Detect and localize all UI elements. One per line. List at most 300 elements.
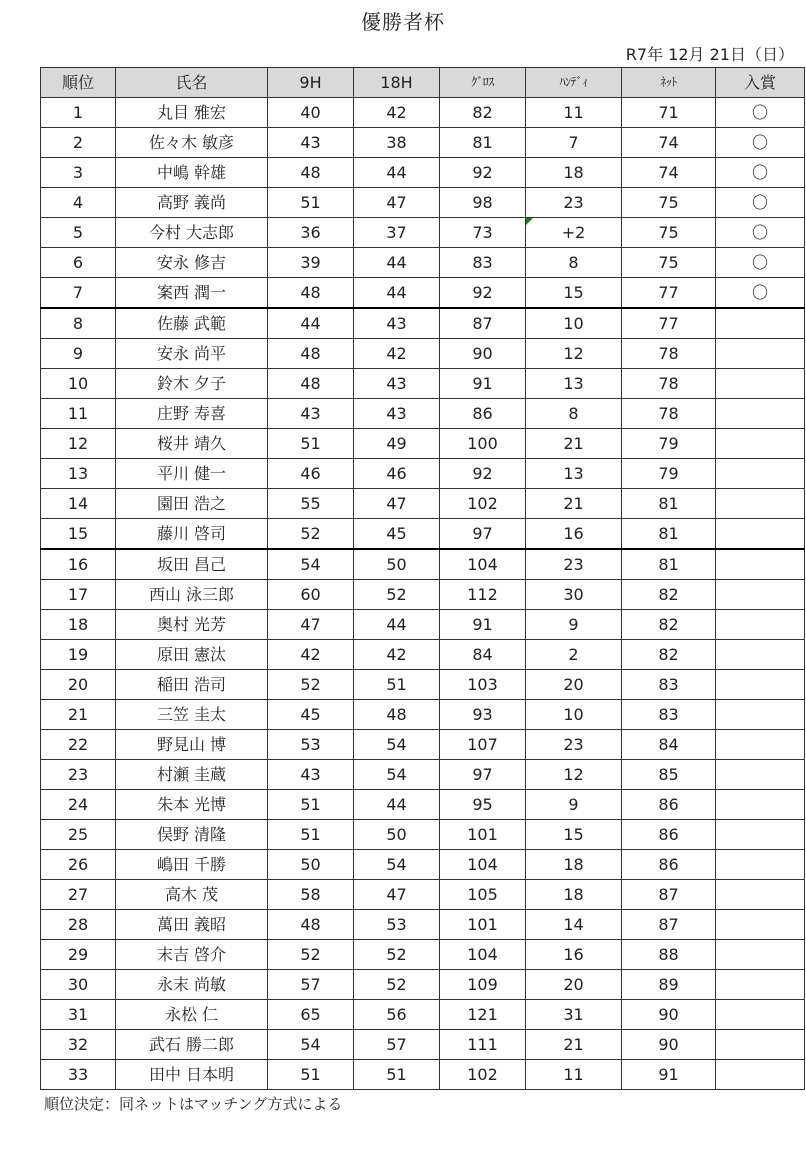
cell-gross: 90 [440, 339, 526, 369]
cell-prize [716, 1030, 805, 1060]
cell-rank: 8 [41, 308, 116, 339]
footnote: 順位決定：同ネットはマッチング方式による [44, 1095, 343, 1113]
cell-h18: 47 [354, 188, 440, 218]
cell-name: 萬田 義昭 [116, 910, 268, 940]
cell-name: 田中 日本明 [116, 1060, 268, 1090]
cell-h18: 50 [354, 549, 440, 580]
comment-marker-icon[interactable] [526, 218, 533, 225]
cell-h18: 47 [354, 880, 440, 910]
cell-name: 園田 浩之 [116, 489, 268, 519]
cell-handicap: 13 [526, 369, 622, 399]
cell-rank: 28 [41, 910, 116, 940]
cell-prize: 〇 [716, 188, 805, 218]
cell-net: 75 [622, 188, 716, 218]
cell-prize [716, 760, 805, 790]
cell-rank: 27 [41, 880, 116, 910]
cell-h9: 43 [268, 399, 354, 429]
cell-net: 90 [622, 1030, 716, 1060]
cell-net: 75 [622, 218, 716, 248]
cell-prize [716, 339, 805, 369]
cell-name: 案西 潤一 [116, 278, 268, 309]
cell-h18: 52 [354, 580, 440, 610]
cell-prize: 〇 [716, 158, 805, 188]
cell-h18: 44 [354, 790, 440, 820]
cell-gross: 97 [440, 519, 526, 550]
cell-handicap: 8 [526, 399, 622, 429]
cell-h9: 60 [268, 580, 354, 610]
cell-name: 丸目 雅宏 [116, 98, 268, 128]
results-table [40, 67, 805, 1090]
cell-gross: 101 [440, 820, 526, 850]
table-row [41, 278, 805, 309]
table-row [41, 158, 805, 188]
cell-handicap: 18 [526, 880, 622, 910]
cell-prize: 〇 [716, 128, 805, 158]
cell-h18: 47 [354, 489, 440, 519]
cell-h18: 45 [354, 519, 440, 550]
cell-h18: 42 [354, 339, 440, 369]
cell-net: 82 [622, 610, 716, 640]
cell-net: 84 [622, 730, 716, 760]
table-row [41, 128, 805, 158]
cell-net: 81 [622, 519, 716, 550]
table-row [41, 549, 805, 580]
cell-h18: 54 [354, 760, 440, 790]
cell-h9: 51 [268, 429, 354, 459]
cell-net: 83 [622, 670, 716, 700]
cell-rank: 6 [41, 248, 116, 278]
cell-h9: 48 [268, 278, 354, 309]
cell-handicap: 10 [526, 308, 622, 339]
cell-gross: 84 [440, 640, 526, 670]
cell-net: 77 [622, 278, 716, 309]
cell-h18: 43 [354, 308, 440, 339]
cell-name: 朱本 光博 [116, 790, 268, 820]
cell-rank: 33 [41, 1060, 116, 1090]
cell-name: 高野 義尚 [116, 188, 268, 218]
cell-rank: 15 [41, 519, 116, 550]
table-row [41, 218, 805, 248]
cell-name: 坂田 昌己 [116, 549, 268, 580]
cell-h18: 50 [354, 820, 440, 850]
table-row [41, 730, 805, 760]
cell-prize: 〇 [716, 98, 805, 128]
cell-name: 藤川 啓司 [116, 519, 268, 550]
cell-name: 安永 尚平 [116, 339, 268, 369]
table-row [41, 248, 805, 278]
cell-gross: 92 [440, 158, 526, 188]
cell-name: 稲田 浩司 [116, 670, 268, 700]
table-row [41, 760, 805, 790]
cell-gross: 86 [440, 399, 526, 429]
cell-prize [716, 640, 805, 670]
cell-prize [716, 730, 805, 760]
cell-name: 庄野 寿喜 [116, 399, 268, 429]
cell-gross: 98 [440, 188, 526, 218]
cell-h9: 57 [268, 970, 354, 1000]
cell-net: 74 [622, 128, 716, 158]
cell-handicap: 20 [526, 970, 622, 1000]
cell-rank: 11 [41, 399, 116, 429]
cell-prize [716, 910, 805, 940]
cell-handicap: 15 [526, 278, 622, 309]
cell-name: 鈴木 夕子 [116, 369, 268, 399]
cell-h9: 43 [268, 760, 354, 790]
table-row [41, 399, 805, 429]
cell-h18: 51 [354, 1060, 440, 1090]
table-row [41, 640, 805, 670]
cell-gross: 103 [440, 670, 526, 700]
table-row [41, 580, 805, 610]
cell-h9: 50 [268, 850, 354, 880]
cell-h18: 51 [354, 670, 440, 700]
cell-rank: 16 [41, 549, 116, 580]
cell-rank: 22 [41, 730, 116, 760]
cell-name: 佐藤 武範 [116, 308, 268, 339]
cell-h18: 44 [354, 158, 440, 188]
cell-handicap: 11 [526, 98, 622, 128]
cell-gross: 81 [440, 128, 526, 158]
cell-name: 西山 泳三郎 [116, 580, 268, 610]
cell-net: 82 [622, 580, 716, 610]
cell-prize [716, 880, 805, 910]
cell-net: 74 [622, 158, 716, 188]
cell-name: 末吉 啓介 [116, 940, 268, 970]
cell-handicap: 18 [526, 850, 622, 880]
cell-net: 77 [622, 308, 716, 339]
cell-handicap: 16 [526, 519, 622, 550]
cell-prize [716, 670, 805, 700]
cell-h18: 42 [354, 640, 440, 670]
table-row [41, 940, 805, 970]
cell-gross: 102 [440, 1060, 526, 1090]
cell-net: 86 [622, 790, 716, 820]
cell-gross: 112 [440, 580, 526, 610]
table-row [41, 429, 805, 459]
cell-h9: 52 [268, 940, 354, 970]
cell-h9: 52 [268, 670, 354, 700]
cell-handicap: 18 [526, 158, 622, 188]
cell-net: 87 [622, 880, 716, 910]
cell-gross: 101 [440, 910, 526, 940]
table-row [41, 790, 805, 820]
cell-h18: 46 [354, 459, 440, 489]
cell-h9: 48 [268, 369, 354, 399]
cell-rank: 2 [41, 128, 116, 158]
table-row [41, 188, 805, 218]
cell-name: 奥村 光芳 [116, 610, 268, 640]
cell-gross: 92 [440, 459, 526, 489]
cell-h9: 44 [268, 308, 354, 339]
table-row [41, 308, 805, 339]
page-title: 優勝者杯 [361, 10, 445, 34]
cell-rank: 20 [41, 670, 116, 700]
cell-gross: 104 [440, 940, 526, 970]
cell-prize [716, 369, 805, 399]
cell-handicap: 12 [526, 760, 622, 790]
cell-h9: 58 [268, 880, 354, 910]
cell-h9: 47 [268, 610, 354, 640]
table-row [41, 489, 805, 519]
cell-prize [716, 459, 805, 489]
cell-handicap: 20 [526, 670, 622, 700]
cell-h9: 51 [268, 820, 354, 850]
cell-h9: 45 [268, 700, 354, 730]
cell-h18: 37 [354, 218, 440, 248]
cell-gross: 100 [440, 429, 526, 459]
cell-name: 俣野 清隆 [116, 820, 268, 850]
cell-prize [716, 940, 805, 970]
cell-prize [716, 549, 805, 580]
cell-h9: 46 [268, 459, 354, 489]
cell-h18: 38 [354, 128, 440, 158]
cell-prize [716, 399, 805, 429]
cell-rank: 18 [41, 610, 116, 640]
cell-gross: 111 [440, 1030, 526, 1060]
cell-gross: 105 [440, 880, 526, 910]
cell-rank: 21 [41, 700, 116, 730]
cell-gross: 73 [440, 218, 526, 248]
cell-h9: 42 [268, 640, 354, 670]
cell-handicap: 7 [526, 128, 622, 158]
cell-net: 87 [622, 910, 716, 940]
table-row [41, 880, 805, 910]
cell-h18: 53 [354, 910, 440, 940]
cell-prize [716, 970, 805, 1000]
cell-rank: 29 [41, 940, 116, 970]
table-row [41, 369, 805, 399]
cell-prize [716, 850, 805, 880]
cell-gross: 107 [440, 730, 526, 760]
header-name: 氏名 [116, 68, 268, 98]
cell-prize [716, 489, 805, 519]
cell-h9: 52 [268, 519, 354, 550]
cell-name: 村瀬 圭蔵 [116, 760, 268, 790]
cell-rank: 12 [41, 429, 116, 459]
cell-handicap: 11 [526, 1060, 622, 1090]
cell-handicap: 23 [526, 730, 622, 760]
cell-h18: 42 [354, 98, 440, 128]
cell-h18: 49 [354, 429, 440, 459]
table-row [41, 459, 805, 489]
cell-name: 安永 修吉 [116, 248, 268, 278]
cell-net: 79 [622, 459, 716, 489]
cell-prize [716, 820, 805, 850]
cell-net: 78 [622, 339, 716, 369]
cell-net: 81 [622, 489, 716, 519]
cell-rank: 26 [41, 850, 116, 880]
cell-prize: 〇 [716, 278, 805, 309]
cell-prize [716, 700, 805, 730]
table-row [41, 1030, 805, 1060]
cell-net: 78 [622, 369, 716, 399]
cell-prize [716, 580, 805, 610]
cell-h18: 52 [354, 970, 440, 1000]
cell-rank: 4 [41, 188, 116, 218]
table-row [41, 519, 805, 550]
cell-handicap: 2 [526, 640, 622, 670]
cell-rank: 17 [41, 580, 116, 610]
cell-h18: 44 [354, 278, 440, 309]
cell-h18: 43 [354, 399, 440, 429]
cell-rank: 32 [41, 1030, 116, 1060]
cell-prize: 〇 [716, 218, 805, 248]
cell-prize [716, 519, 805, 550]
cell-gross: 92 [440, 278, 526, 309]
cell-gross: 109 [440, 970, 526, 1000]
cell-net: 89 [622, 970, 716, 1000]
cell-rank: 30 [41, 970, 116, 1000]
cell-handicap: 31 [526, 1000, 622, 1030]
cell-prize [716, 308, 805, 339]
cell-h9: 40 [268, 98, 354, 128]
cell-gross: 104 [440, 549, 526, 580]
cell-rank: 14 [41, 489, 116, 519]
cell-name: 平川 健一 [116, 459, 268, 489]
cell-h18: 43 [354, 369, 440, 399]
cell-h18: 54 [354, 850, 440, 880]
cell-handicap [526, 218, 622, 248]
header-9h: 9H [268, 68, 354, 98]
cell-h9: 54 [268, 549, 354, 580]
table-row [41, 610, 805, 640]
cell-h9: 54 [268, 1030, 354, 1060]
cell-gross: 93 [440, 700, 526, 730]
table-row [41, 970, 805, 1000]
cell-net: 78 [622, 399, 716, 429]
cell-handicap: 23 [526, 188, 622, 218]
cell-handicap: 9 [526, 790, 622, 820]
cell-rank: 13 [41, 459, 116, 489]
cell-name: 三笠 圭太 [116, 700, 268, 730]
cell-handicap: 21 [526, 429, 622, 459]
cell-h9: 51 [268, 790, 354, 820]
header-rank: 順位 [41, 68, 116, 98]
header-prize: 入賞 [716, 68, 805, 98]
cell-h18: 48 [354, 700, 440, 730]
cell-handicap: 23 [526, 549, 622, 580]
cell-net: 83 [622, 700, 716, 730]
results-body [41, 98, 805, 1090]
cell-h18: 44 [354, 610, 440, 640]
cell-name: 中嶋 幹雄 [116, 158, 268, 188]
event-date: R7年 12月 21日（日） [625, 45, 794, 64]
cell-handicap: 8 [526, 248, 622, 278]
cell-handicap: 21 [526, 1030, 622, 1060]
cell-h9: 51 [268, 188, 354, 218]
cell-gross: 95 [440, 790, 526, 820]
cell-h9: 39 [268, 248, 354, 278]
cell-handicap: 15 [526, 820, 622, 850]
cell-prize [716, 610, 805, 640]
cell-prize [716, 429, 805, 459]
cell-rank: 19 [41, 640, 116, 670]
cell-gross: 104 [440, 850, 526, 880]
cell-h18: 54 [354, 730, 440, 760]
cell-rank: 31 [41, 1000, 116, 1030]
cell-name: 佐々木 敏彦 [116, 128, 268, 158]
cell-handicap: 12 [526, 339, 622, 369]
table-row [41, 820, 805, 850]
cell-h9: 48 [268, 339, 354, 369]
cell-name: 高木 茂 [116, 880, 268, 910]
cell-rank: 1 [41, 98, 116, 128]
cell-net: 91 [622, 1060, 716, 1090]
cell-rank: 7 [41, 278, 116, 309]
cell-h18: 57 [354, 1030, 440, 1060]
cell-gross: 91 [440, 610, 526, 640]
cell-handicap-value: +2 [561, 223, 586, 242]
cell-net: 82 [622, 640, 716, 670]
table-row [41, 670, 805, 700]
cell-gross: 102 [440, 489, 526, 519]
cell-name: 武石 勝二郎 [116, 1030, 268, 1060]
table-row [41, 98, 805, 128]
cell-rank: 9 [41, 339, 116, 369]
cell-rank: 10 [41, 369, 116, 399]
cell-name: 野見山 博 [116, 730, 268, 760]
cell-net: 71 [622, 98, 716, 128]
cell-rank: 25 [41, 820, 116, 850]
cell-prize [716, 1000, 805, 1030]
cell-gross: 121 [440, 1000, 526, 1030]
cell-net: 86 [622, 850, 716, 880]
cell-prize [716, 790, 805, 820]
cell-handicap: 21 [526, 489, 622, 519]
cell-h9: 48 [268, 910, 354, 940]
header-handicap: ﾊﾝﾃﾞｨ [526, 68, 622, 98]
cell-net: 88 [622, 940, 716, 970]
cell-handicap: 9 [526, 610, 622, 640]
cell-name: 桜井 靖久 [116, 429, 268, 459]
cell-handicap: 30 [526, 580, 622, 610]
cell-rank: 24 [41, 790, 116, 820]
cell-handicap: 13 [526, 459, 622, 489]
cell-handicap: 14 [526, 910, 622, 940]
table-row [41, 339, 805, 369]
cell-name: 原田 憲汰 [116, 640, 268, 670]
header-gross: ｸﾞﾛｽ [440, 68, 526, 98]
cell-name: 嶋田 千勝 [116, 850, 268, 880]
cell-h9: 55 [268, 489, 354, 519]
cell-gross: 97 [440, 760, 526, 790]
cell-name: 永末 尚敏 [116, 970, 268, 1000]
cell-net: 86 [622, 820, 716, 850]
table-row [41, 700, 805, 730]
cell-h9: 48 [268, 158, 354, 188]
cell-h18: 44 [354, 248, 440, 278]
cell-handicap: 10 [526, 700, 622, 730]
cell-h9: 36 [268, 218, 354, 248]
header-18h: 18H [354, 68, 440, 98]
cell-h9: 65 [268, 1000, 354, 1030]
cell-net: 90 [622, 1000, 716, 1030]
cell-gross: 87 [440, 308, 526, 339]
cell-h9: 53 [268, 730, 354, 760]
table-row [41, 910, 805, 940]
header-net: ﾈｯﾄ [622, 68, 716, 98]
cell-prize: 〇 [716, 248, 805, 278]
header-row [41, 68, 805, 98]
cell-h9: 51 [268, 1060, 354, 1090]
cell-rank: 3 [41, 158, 116, 188]
cell-rank: 23 [41, 760, 116, 790]
cell-gross: 82 [440, 98, 526, 128]
cell-gross: 91 [440, 369, 526, 399]
cell-h18: 56 [354, 1000, 440, 1030]
table-row [41, 1000, 805, 1030]
cell-name: 今村 大志郎 [116, 218, 268, 248]
